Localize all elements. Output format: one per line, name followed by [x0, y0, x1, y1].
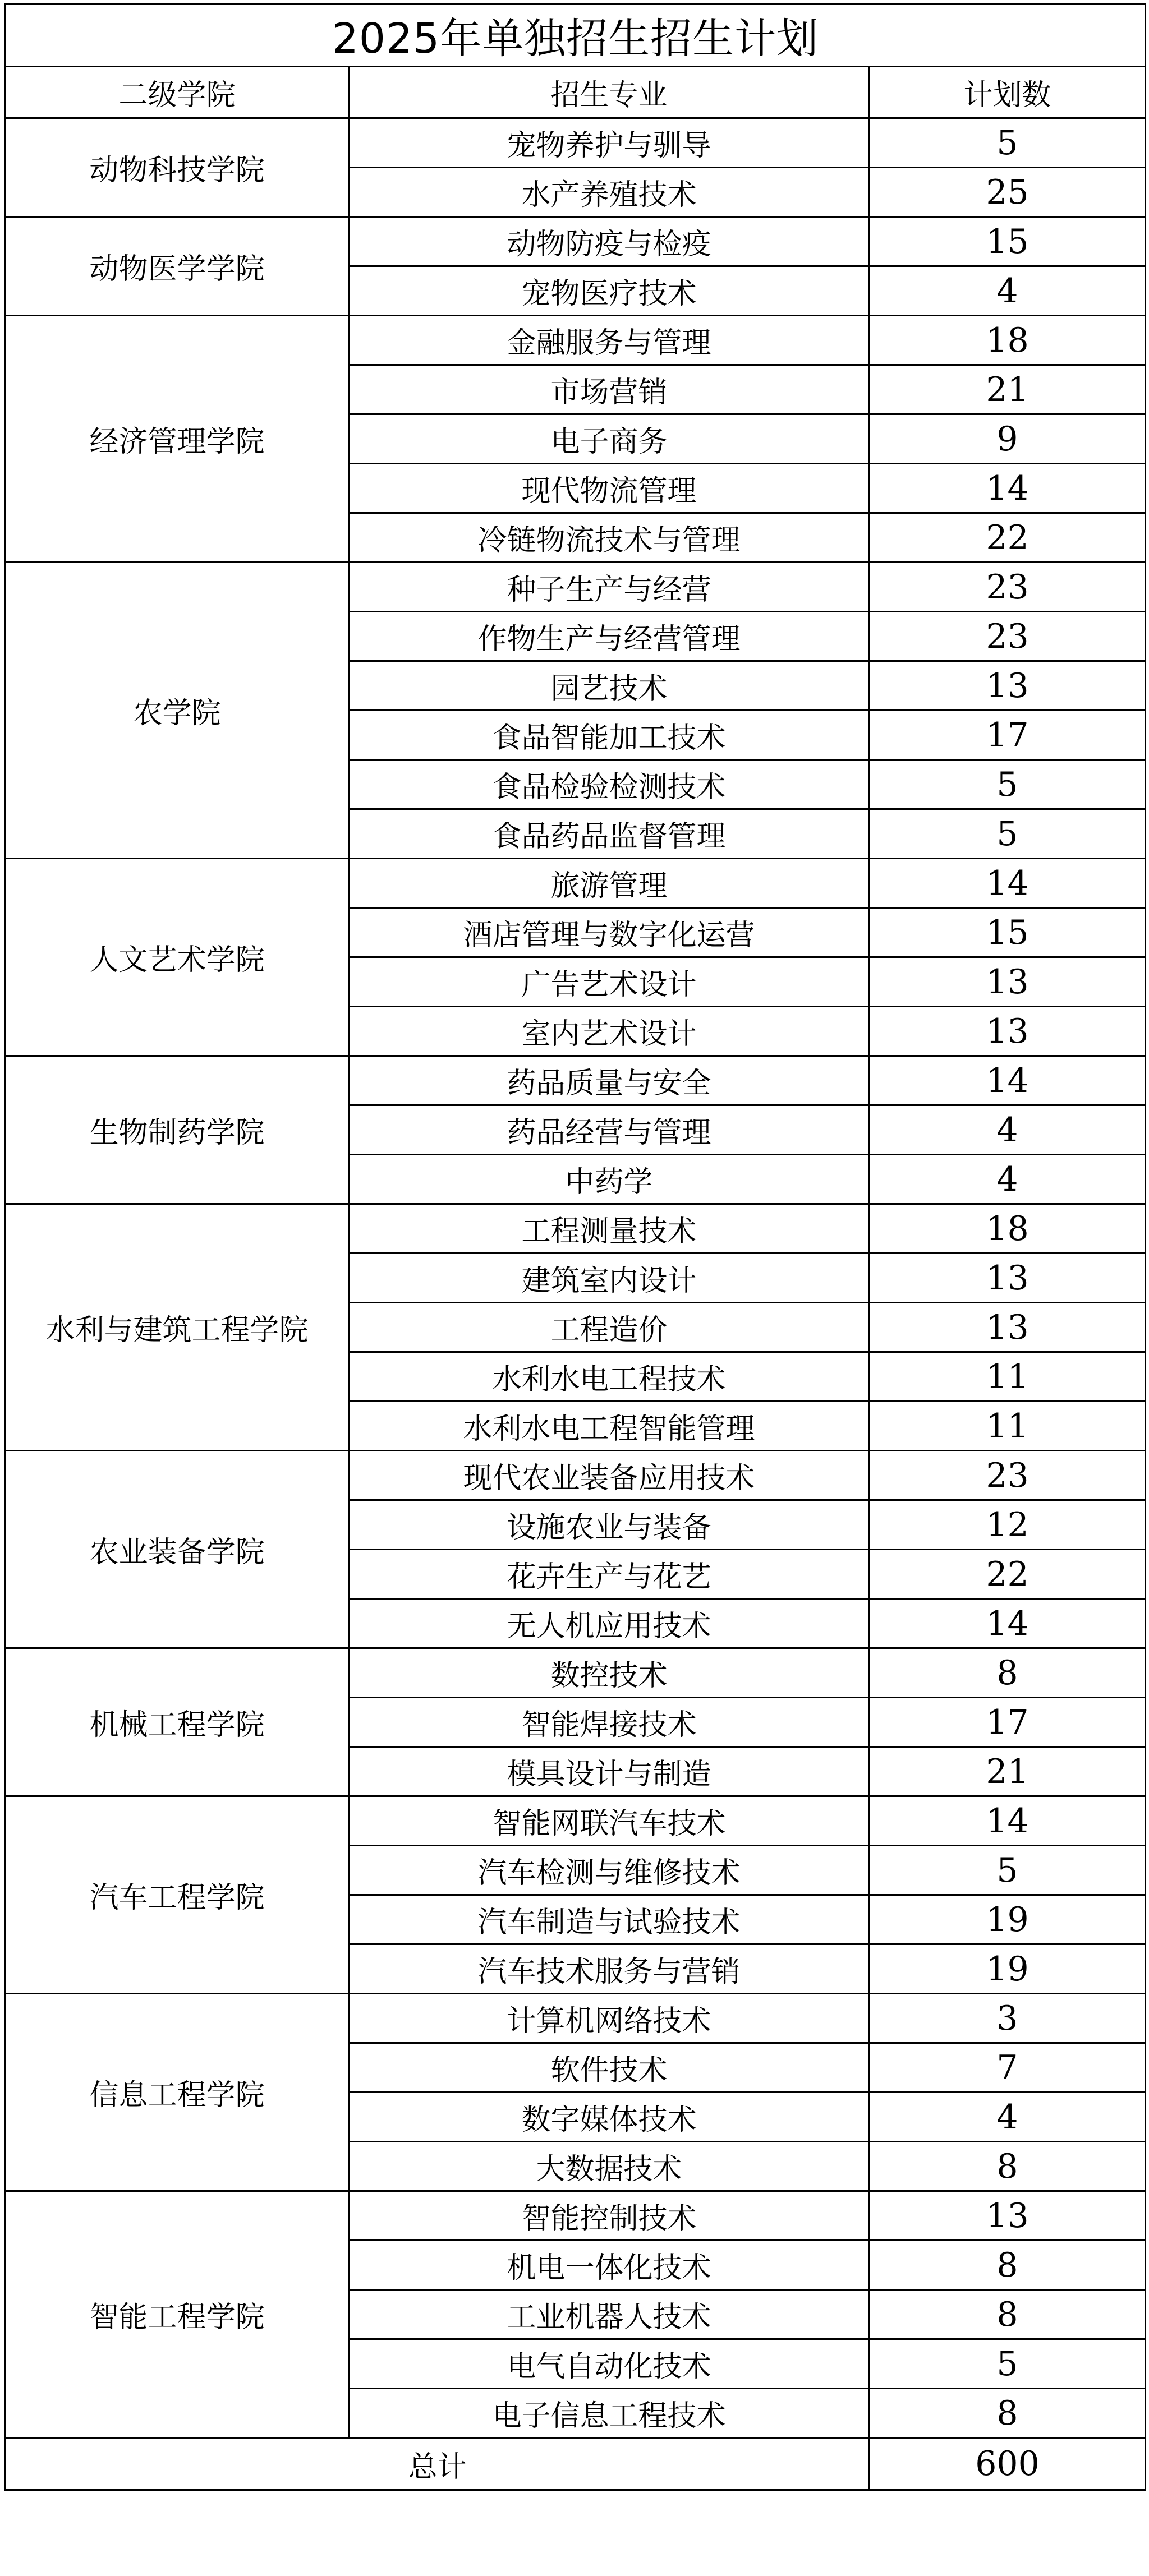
count-cell: 21: [870, 1747, 1146, 1796]
major-cell: 现代物流管理: [349, 464, 870, 513]
major-cell: 数字媒体技术: [349, 2093, 870, 2142]
major-cell: 食品检验检测技术: [349, 760, 870, 809]
count-cell: 5: [870, 1846, 1146, 1895]
count-cell: 13: [870, 957, 1146, 1007]
college-cell: 汽车工程学院: [6, 1796, 349, 1994]
major-cell: 药品质量与安全: [349, 1056, 870, 1105]
count-cell: 17: [870, 711, 1146, 760]
count-cell: 8: [870, 1648, 1146, 1698]
table-row: [6, 563, 1146, 612]
count-cell: 5: [870, 2339, 1146, 2389]
major-cell: 电子商务: [349, 414, 870, 464]
major-cell: 花卉生产与花艺: [349, 1550, 870, 1599]
major-cell: 工程测量技术: [349, 1204, 870, 1254]
title-row: [6, 4, 1146, 67]
table-row: [6, 859, 1146, 908]
major-cell: 宠物养护与驯导: [349, 118, 870, 168]
count-cell: 14: [870, 1599, 1146, 1648]
college-cell: 动物医学学院: [6, 217, 349, 316]
major-cell: 计算机网络技术: [349, 1994, 870, 2043]
table-row: [6, 1056, 1146, 1105]
count-cell: 13: [870, 1254, 1146, 1303]
major-cell: 室内艺术设计: [349, 1007, 870, 1056]
column-header-major: 招生专业: [349, 67, 870, 118]
enrollment-plan-table: [4, 3, 1146, 2491]
count-cell: 11: [870, 1352, 1146, 1402]
total-label: 总计: [6, 2438, 870, 2490]
major-cell: 模具设计与制造: [349, 1747, 870, 1796]
major-cell: 广告艺术设计: [349, 957, 870, 1007]
college-cell: 经济管理学院: [6, 316, 349, 563]
count-cell: 14: [870, 464, 1146, 513]
count-cell: 7: [870, 2043, 1146, 2093]
major-cell: 电子信息工程技术: [349, 2389, 870, 2438]
count-cell: 8: [870, 2389, 1146, 2438]
college-cell: 信息工程学院: [6, 1994, 349, 2191]
major-cell: 食品智能加工技术: [349, 711, 870, 760]
count-cell: 8: [870, 2290, 1146, 2339]
count-cell: 4: [870, 2093, 1146, 2142]
major-cell: 汽车技术服务与营销: [349, 1944, 870, 1994]
count-cell: 18: [870, 1204, 1146, 1254]
total-row: [6, 2438, 1146, 2490]
major-cell: 园艺技术: [349, 661, 870, 711]
count-cell: 15: [870, 217, 1146, 266]
count-cell: 17: [870, 1698, 1146, 1747]
count-cell: 13: [870, 2191, 1146, 2241]
major-cell: 冷链物流技术与管理: [349, 513, 870, 563]
major-cell: 智能焊接技术: [349, 1698, 870, 1747]
count-cell: 14: [870, 1056, 1146, 1105]
table-row: [6, 1796, 1146, 1846]
count-cell: 13: [870, 1303, 1146, 1352]
table-row: [6, 2191, 1146, 2241]
college-cell: 智能工程学院: [6, 2191, 349, 2438]
table-body: [6, 118, 1146, 2438]
count-cell: 23: [870, 563, 1146, 612]
major-cell: 市场营销: [349, 365, 870, 414]
table-row: [6, 1451, 1146, 1500]
total-value: 600: [870, 2438, 1146, 2490]
count-cell: 23: [870, 1451, 1146, 1500]
count-cell: 13: [870, 661, 1146, 711]
major-cell: 机电一体化技术: [349, 2241, 870, 2290]
count-cell: 15: [870, 908, 1146, 957]
college-cell: 农学院: [6, 563, 349, 859]
column-header-count: 计划数: [870, 67, 1146, 118]
table-row: [6, 1204, 1146, 1254]
count-cell: 25: [870, 168, 1146, 217]
college-cell: 动物科技学院: [6, 118, 349, 217]
major-cell: 种子生产与经营: [349, 563, 870, 612]
major-cell: 大数据技术: [349, 2142, 870, 2191]
major-cell: 金融服务与管理: [349, 316, 870, 365]
count-cell: 22: [870, 1550, 1146, 1599]
table-row: [6, 1648, 1146, 1698]
count-cell: 22: [870, 513, 1146, 563]
major-cell: 工业机器人技术: [349, 2290, 870, 2339]
college-cell: 机械工程学院: [6, 1648, 349, 1796]
major-cell: 现代农业装备应用技术: [349, 1451, 870, 1500]
count-cell: 4: [870, 266, 1146, 316]
column-header-college: 二级学院: [6, 67, 349, 118]
table-title: 2025年单独招生招生计划: [6, 4, 1146, 67]
major-cell: 作物生产与经营管理: [349, 612, 870, 661]
major-cell: 汽车制造与试验技术: [349, 1895, 870, 1944]
count-cell: 19: [870, 1944, 1146, 1994]
count-cell: 14: [870, 1796, 1146, 1846]
major-cell: 宠物医疗技术: [349, 266, 870, 316]
major-cell: 食品药品监督管理: [349, 809, 870, 859]
major-cell: 水产养殖技术: [349, 168, 870, 217]
major-cell: 动物防疫与检疫: [349, 217, 870, 266]
major-cell: 智能网联汽车技术: [349, 1796, 870, 1846]
count-cell: 4: [870, 1155, 1146, 1204]
college-cell: 农业装备学院: [6, 1451, 349, 1648]
count-cell: 5: [870, 760, 1146, 809]
major-cell: 汽车检测与维修技术: [349, 1846, 870, 1895]
count-cell: 4: [870, 1105, 1146, 1155]
major-cell: 水利水电工程智能管理: [349, 1402, 870, 1451]
major-cell: 设施农业与装备: [349, 1500, 870, 1550]
count-cell: 8: [870, 2142, 1146, 2191]
count-cell: 23: [870, 612, 1146, 661]
college-cell: 生物制药学院: [6, 1056, 349, 1204]
header-row: [6, 67, 1146, 118]
count-cell: 3: [870, 1994, 1146, 2043]
major-cell: 药品经营与管理: [349, 1105, 870, 1155]
major-cell: 软件技术: [349, 2043, 870, 2093]
table-row: [6, 118, 1146, 168]
major-cell: 工程造价: [349, 1303, 870, 1352]
college-cell: 水利与建筑工程学院: [6, 1204, 349, 1451]
count-cell: 5: [870, 118, 1146, 168]
table-row: [6, 316, 1146, 365]
count-cell: 9: [870, 414, 1146, 464]
major-cell: 智能控制技术: [349, 2191, 870, 2241]
count-cell: 18: [870, 316, 1146, 365]
count-cell: 21: [870, 365, 1146, 414]
major-cell: 建筑室内设计: [349, 1254, 870, 1303]
major-cell: 旅游管理: [349, 859, 870, 908]
major-cell: 水利水电工程技术: [349, 1352, 870, 1402]
count-cell: 12: [870, 1500, 1146, 1550]
major-cell: 无人机应用技术: [349, 1599, 870, 1648]
count-cell: 14: [870, 859, 1146, 908]
count-cell: 8: [870, 2241, 1146, 2290]
count-cell: 13: [870, 1007, 1146, 1056]
major-cell: 数控技术: [349, 1648, 870, 1698]
table-row: [6, 1994, 1146, 2043]
major-cell: 电气自动化技术: [349, 2339, 870, 2389]
count-cell: 5: [870, 809, 1146, 859]
count-cell: 19: [870, 1895, 1146, 1944]
college-cell: 人文艺术学院: [6, 859, 349, 1056]
count-cell: 11: [870, 1402, 1146, 1451]
major-cell: 中药学: [349, 1155, 870, 1204]
major-cell: 酒店管理与数字化运营: [349, 908, 870, 957]
table-row: [6, 217, 1146, 266]
